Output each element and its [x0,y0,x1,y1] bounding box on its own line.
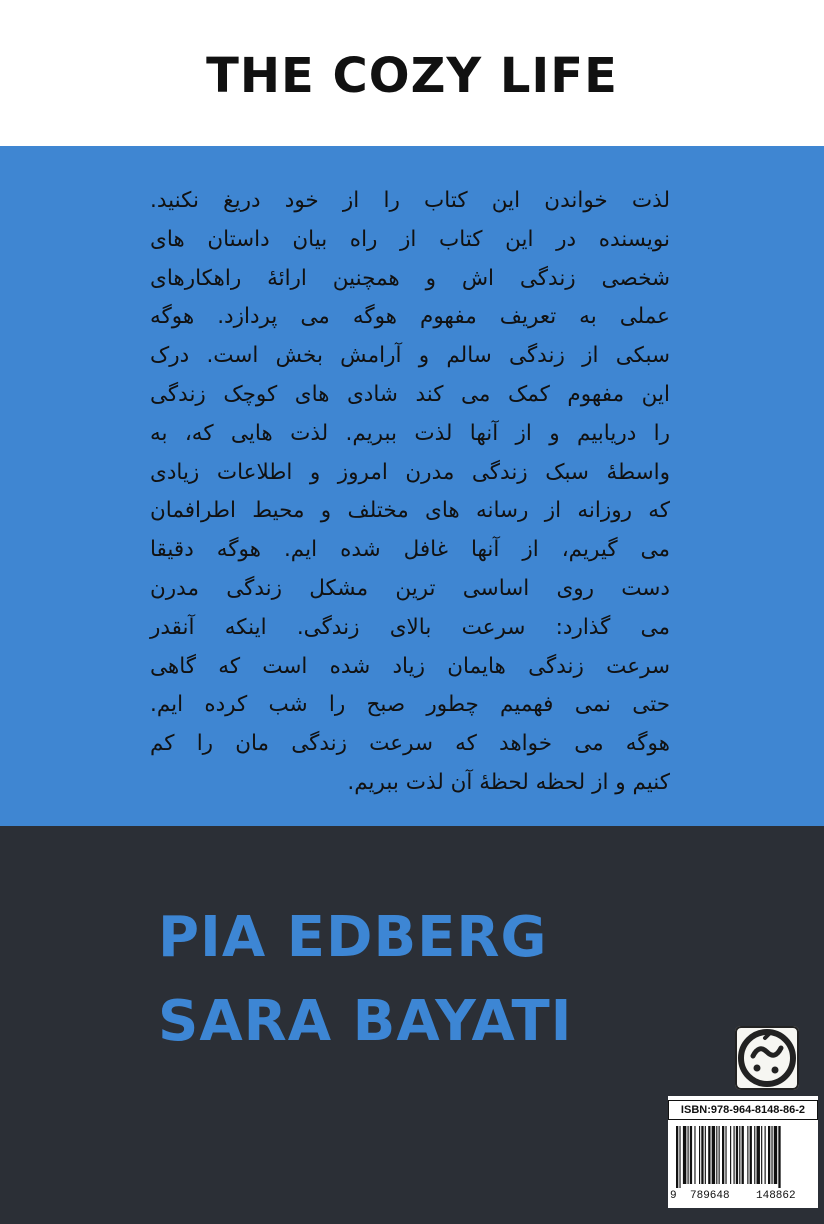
barcode-digit-prefix: 9 [670,1190,677,1202]
author-name-1: PIA EDBERG [158,905,548,970]
barcode-bar [716,1126,717,1184]
barcode-bar [774,1126,777,1184]
blurb-line: را دریابیم و از آنها لذت ببریم. لذت هایی که، به [150,420,670,446]
blurb-line: عملی به تعریف مفهوم هوگه می پردازد. هوگه [150,304,670,330]
book-title: THE COZY LIFE [206,48,618,104]
barcode-digit-right: 148862 [756,1190,796,1202]
barcode-bar [708,1126,710,1184]
barcode-bar [701,1126,703,1184]
barcode-digit-left: 789648 [690,1190,730,1202]
title-band [0,0,824,146]
barcode-bar [739,1126,740,1184]
barcode-bar [761,1126,762,1184]
blurb-line: سرعت زندگی هایمان زیاد شده است که گاهی [150,653,670,679]
barcode-bar [705,1126,706,1184]
barcode-bar [765,1126,766,1184]
barcode-bar [754,1126,755,1184]
blurb-line: می گذارد: سرعت بالای زندگی. اینکه آنقدر [150,614,670,640]
barcode-bar [757,1126,760,1184]
author-name-2: SARA BAYATI [158,989,573,1054]
barcode-bar [750,1126,752,1184]
blurb-line: لذت خواندن این کتاب را از خود دریغ نکنید. [150,188,670,213]
barcode-label [668,1096,818,1208]
barcode-bar [676,1126,678,1188]
barcode-bar [679,1126,680,1188]
barcode-bar [734,1126,735,1184]
barcode-bar [725,1126,726,1184]
barcode-bar [722,1126,724,1184]
blurb-text [150,182,670,803]
blurb-line: شخصی زندگی اش و همچنین ارائهٔ راهکارهای [150,265,670,291]
barcode-bar [771,1126,772,1184]
barcode-bar [747,1126,748,1184]
blurb-line: هوگه می خواهد که سرعت زندگی مان را کم [150,731,670,757]
barcode-bar [778,1126,780,1188]
barcode-bar [730,1126,731,1184]
barcode-bar [712,1126,715,1184]
barcode-bar [736,1126,738,1184]
blurb-line: این مفهوم کمک می کند شادی های کوچک زندگی [150,381,670,407]
barcode-icon [672,1126,814,1188]
barcode-bar [699,1126,700,1184]
barcode-bar [683,1126,686,1184]
barcode-bar [688,1126,689,1184]
isbn-text: ISBN:978-964-8148-86-2 [668,1100,818,1120]
blurb-line: سبکی از زندگی سالم و آرامش بخش است. درک [150,343,670,369]
barcode-bar [742,1126,744,1184]
publisher-logo-icon [735,1026,799,1090]
blurb-line: می گیریم، از آنها غافل شده ایم. هوگه دقیقا [150,537,670,563]
blurb-line: واسطهٔ سبک زندگی مدرن امروز و اطلاعات زیادی [150,459,670,485]
publisher-logo [735,1026,799,1090]
barcode-bar [690,1126,692,1184]
blurb-line: حتی نمی فهمیم چطور صبح را شب کرده ایم. [150,692,670,718]
blurb-line: نویسنده در این کتاب از راه بیان داستان های [150,226,670,252]
barcode-bar [719,1126,720,1184]
blurb-line: کنیم و از لحظه لحظهٔ آن لذت ببریم. [347,769,670,795]
author-names [158,896,573,1064]
barcode-bar [694,1126,695,1184]
blurb-line: دست روی اساسی ترین مشکل زندگی مدرن [150,575,670,601]
barcode-bar [768,1126,770,1184]
blurb-line: که روزانه از رسانه های مختلف و محیط اطرافمان [150,498,670,524]
